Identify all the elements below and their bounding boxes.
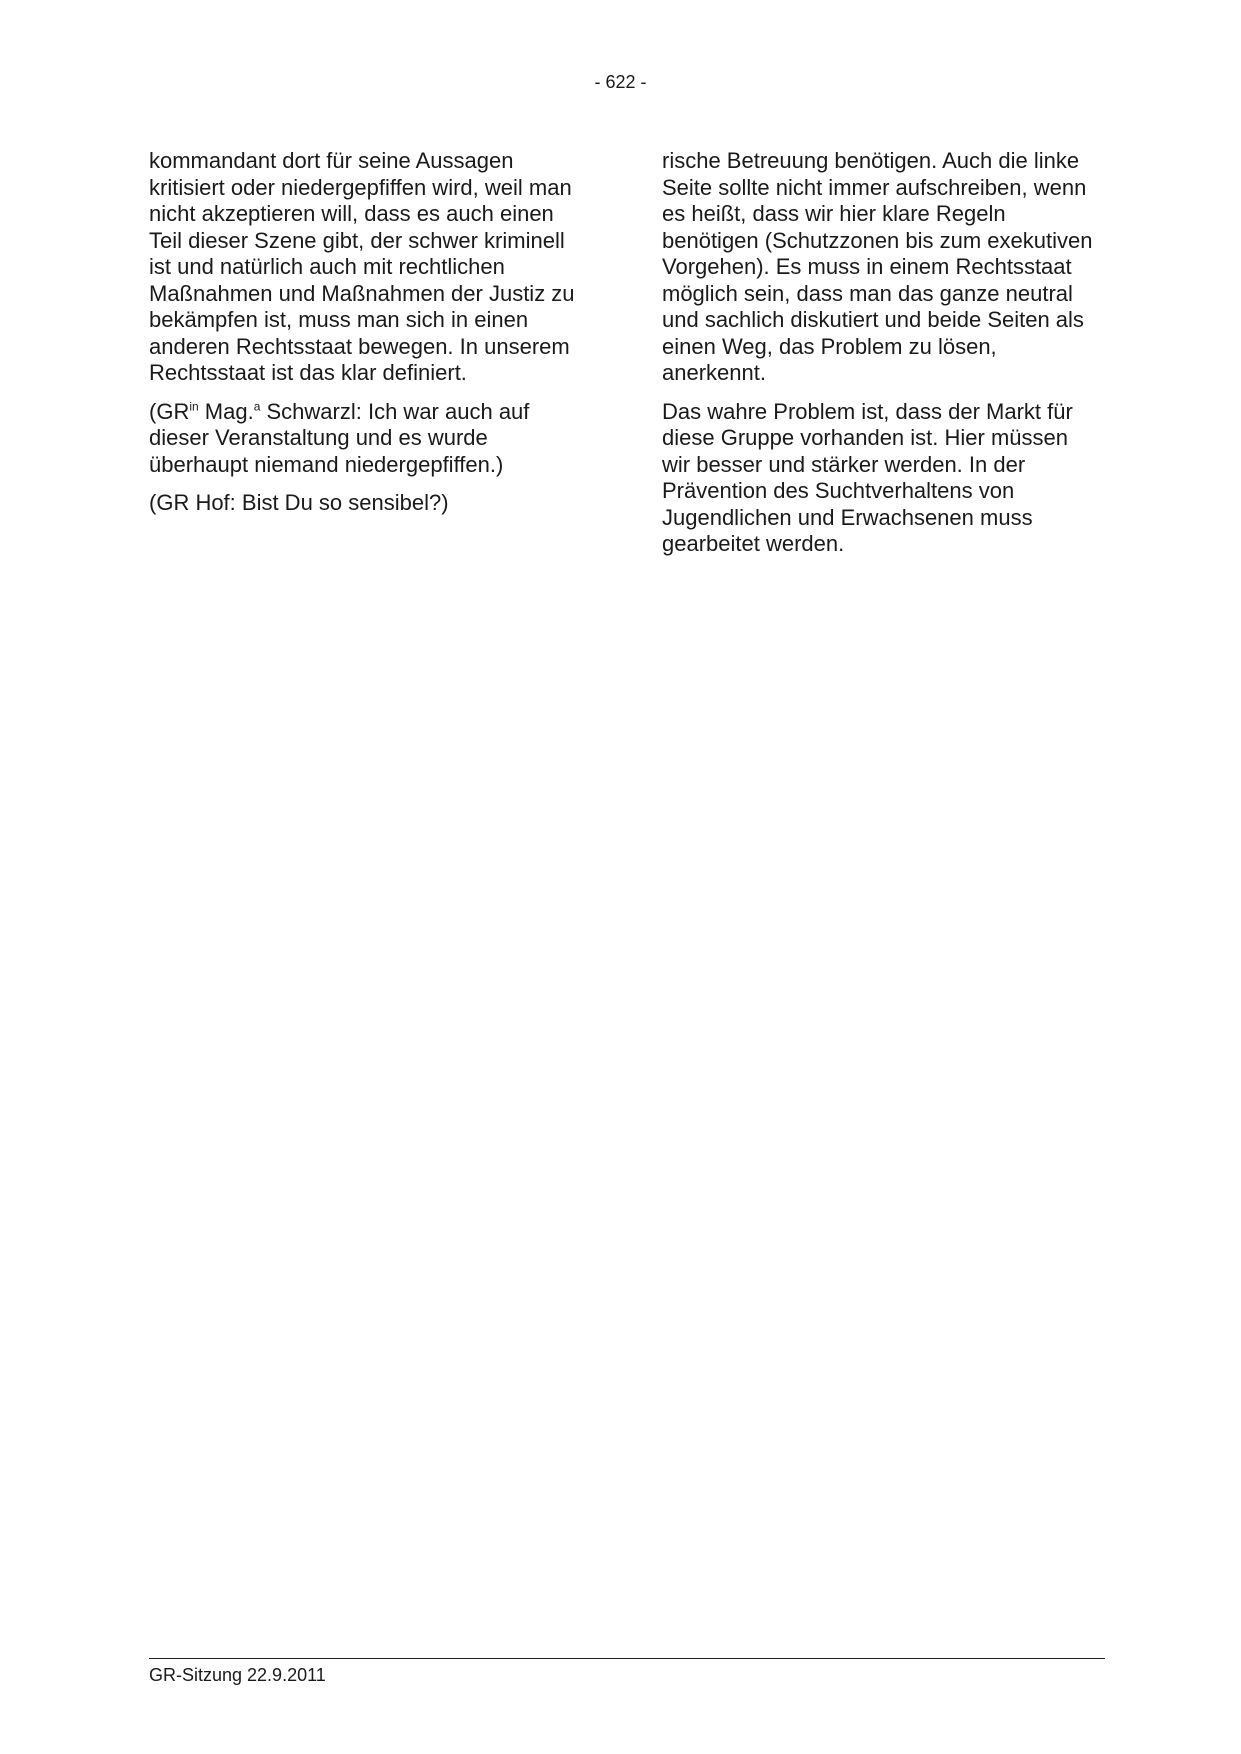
page-number: - 622 - <box>594 72 647 92</box>
left-paragraph-1: kommandant dort für seine Aussagen kritisiert oder niedergepfiffen wird, weil man nicht akzeptieren will, dass es auch einen Teil dieser Szene gibt, der schwer kriminell ist und natürlich auch mit rechtlichen Maßnahmen und Maßnahmen der Justiz zu bekämpfen ist, muss man sich in einen anderen Rechtsstaat bewegen. In unserem Rechtsstaat ist das klar definiert. <box>149 148 575 385</box>
left-text-column <box>149 148 589 529</box>
footer-divider <box>149 1658 1105 1659</box>
right-paragraph-2: Das wahre Problem ist, dass der Markt für diese Gruppe vorhanden ist. Hier müssen wir besser und stärker werden. In der Prävention des Suchtverhaltens von Jugendlichen und Erwachsenen muss gearbeitet werden. <box>662 398 1073 556</box>
left-paragraph-3: (GR Hof: Bist Du so sensibel?) <box>149 490 449 515</box>
right-text-column <box>662 148 1102 570</box>
left-paragraph-2-interjection: ($GR^{in}$ Mag.$^a$ Schwarzl: Ich war auch auf dieser Veranstaltung und es wurde überhaupt niemand niedergepfiffen.) <box>149 398 530 477</box>
footer-session-date: GR-Sitzung 22.9.2011 <box>149 1665 326 1685</box>
right-paragraph-1: rische Betreuung benötigen. Auch die linke Seite sollte nicht immer aufschreiben, wenn es heißt, dass wir hier klare Regeln benötigen (Schutzzonen bis zum exekutiven Vorgehen). Es muss in einem Rechtsstaat möglich sein, dass man das ganze neutral und sachlich diskutiert und beide Seiten als einen Weg, das Problem zu lösen, anerkennt. <box>662 148 1093 385</box>
